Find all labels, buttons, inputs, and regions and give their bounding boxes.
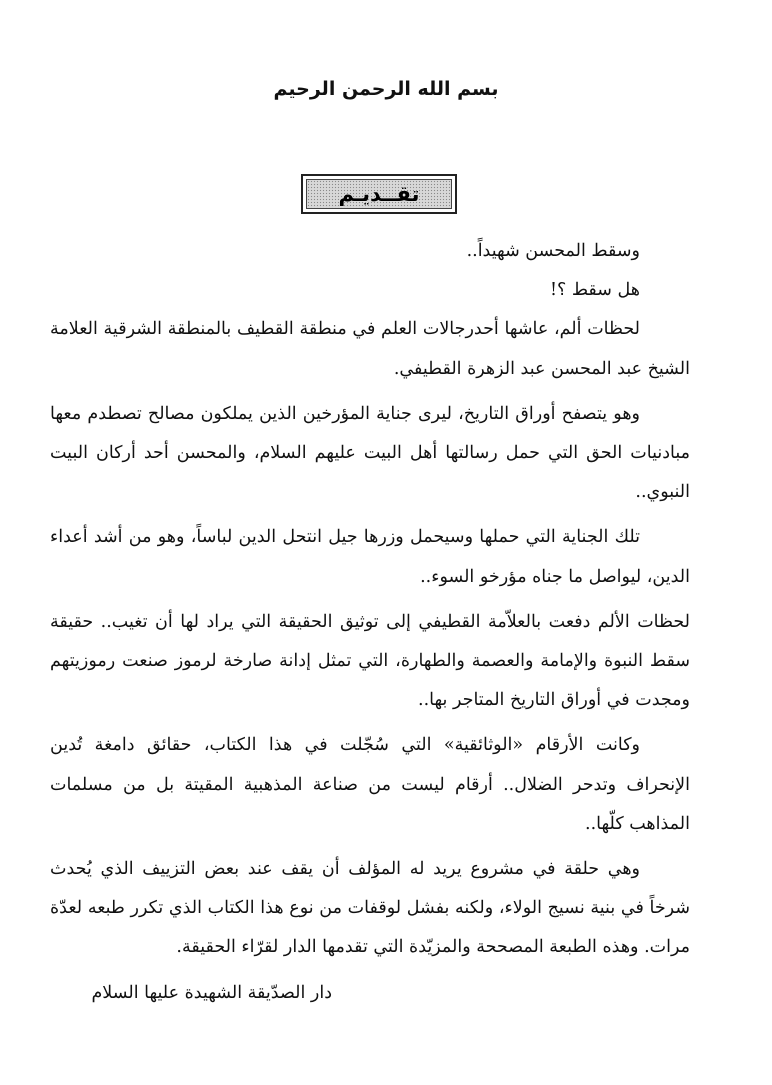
paragraph-2: هل سقط ؟! — [549, 280, 640, 301]
paragraph-6: لحظات الألم دفعت بالعلاّمة القطيفي إلى توثيق الحقيقة التي يراد لها أن تغيب.. حقيقة سقط النبوة والإمامة والعصمة والطهارة، التي تمثل إدانة صارخة لرموز صنعت رموزيتهم ومجدت في أوراق التاريخ المتاجر بها.. — [50, 611, 690, 711]
paragraph-8: وهي حلقة في مشروع يريد له المؤلف أن يقف عند بعض التزييف الذي يُحدث شرخاً في بنية نسيج الولاء، ولكنه بفشل لوقفات من نوع هذا الكتاب الذي تكرر طبعه لعدّة مرات. وهذه الطبعة المصححة والمزيّدة التي تقدمها الدار لقرّاء الحقيقة. — [50, 859, 690, 958]
section-title: تقــديـم — [338, 182, 420, 206]
paragraph-3: لحظات ألم، عاشها أحدرجالات العلم في منطقة القطيف بالمنطقة الشرقية العلامة الشيخ عبد المحسن عبد الزهرة القطيفي. — [50, 319, 690, 379]
paragraph-4: وهو يتصفح أوراق التاريخ، ليرى جناية المؤرخين الذين يملكون مصالح تصطدم معها مبادنيات الحق التي حمل رسالتها أهل البيت عليهم السلام، والمحسن أحد أركان البيت النبوي.. — [50, 403, 690, 503]
paragraph-7: وكانت الأرقام «الوثائقية» التي سُجّلت في هذا الكتاب، حقائق دامغة تُدين الإنحراف وتدحر الضلال.. أرقام ليست من صناعة المذهبية المقيتة بل من مسلمات المذاهب كلّها.. — [50, 735, 690, 834]
title-frame — [301, 174, 457, 214]
paragraph-5: تلك الجناية التي حملها وسيحمل وزرها جيل انتحل الدين لباساً، وهو من أشد أعداء الدين، ليواصل ما جناه مؤرخو السوء.. — [50, 527, 690, 587]
basmala-heading: بسم الله الرحمن الرحيم — [273, 78, 499, 100]
title-dotted-background — [306, 179, 452, 209]
publisher-signature: دار الصدّيقة الشهيدة عليها السلام — [91, 983, 332, 1003]
body-text — [50, 232, 690, 968]
paragraph-1: وسقط المحسن شهيداً.. — [466, 241, 640, 261]
